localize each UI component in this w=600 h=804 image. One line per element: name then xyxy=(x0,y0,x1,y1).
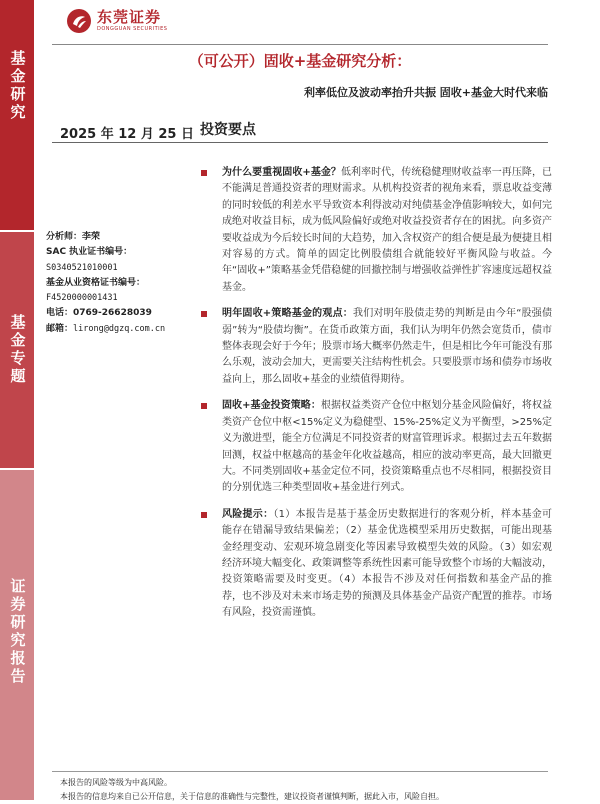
key-point xyxy=(200,306,552,388)
key-point-text: 低利率时代，传统稳健理财收益率一再压降，已不能满足普通投资者的理财需求。从机构投资者的视角来看，票息收益变薄的同时较低的利差水平导致资本利得波动对纯债基金净值影响较大，如何完成绝对收益目标，成为低风险偏好或绝对收益投资者存在的困扰。向多资产要收益成为今后较长时间的大趋势，加入含权资产的组合便是最为便捷且相对容易的方式。简单的固定比例股债组合就能较好平衡风险与收益。今年“固收+”策略基金凭借稳健的回撤控制与增强收益弹性扩容速度远超权益基金。 xyxy=(222,167,552,293)
sidebar-segment-securities-report xyxy=(0,470,34,800)
logo-name-en: DONGGUAN SECURITIES xyxy=(97,26,168,32)
key-point-heading: 为什么要重视固收+基金？ xyxy=(222,167,341,178)
sac-label: SAC 执业证书编号： xyxy=(46,247,133,258)
key-point-text: 根据权益类资产仓位中枢划分基金风险偏好，将权益类资产仓位中枢<15%定义为稳健型、15%-25%定义为平衡型，>25%定义为激进型，能全方位满足不同投资者的财富管理诉求。根据过去五年数据回测，权益中枢越高的基金年化收益越高，相应的波动率更高，最大回撤更大。不同类别固收+基金定位不同，投资策略重点也不尽相同，根据投资目的分别优选三种类型固收+基金进行列式。 xyxy=(222,400,552,494)
key-point-text: （1）本报告是基于基金历史数据进行的客观分析，样本基金可能存在错漏导致结果偏差；（2）基金优选模型采用历史数据，可能出现基金经理变动、宏观环境急剧变化等因素导致模型失效的风险。（3）如宏观经济环境大幅变化、政策调整等系统性因素可能导致整个市场的大幅波动，投资策略需要及时变更。（4）本报告不涉及对任何指数和基金产品的推荐，也不涉及对未来市场走势的预测及具体基金产品资产配置的推荐。市场有风险，投资需谨慎。 xyxy=(222,508,552,619)
sidebar-label: 基金研究 xyxy=(8,50,27,122)
logo-name-cn: 东莞证券 xyxy=(97,8,162,26)
sac-number: S0340521010001 xyxy=(46,262,118,273)
bullet-square-icon xyxy=(201,512,207,518)
key-point xyxy=(200,165,552,296)
bullet-square-icon xyxy=(201,403,207,409)
email-label: 邮箱： xyxy=(46,323,74,334)
sidebar xyxy=(0,0,34,800)
key-point xyxy=(200,398,552,496)
company-logo xyxy=(66,6,167,36)
logo-icon xyxy=(66,8,92,34)
key-point-text: 我们对明年股债走势的判断是由今年“股强债弱”转为“股债均衡”。在货币政策方面，我们认为明年仍然会宽货币，债市整体表现会好于今年；股票市场大概率仍然走牛，但是相比今年可能没有那么乐观，波动会加大，更需要关注结构性机会。只要股票市场和债券市场收益向上，那么固收+基金的业绩值得期待。 xyxy=(222,308,552,385)
sidebar-segment-fund-topic xyxy=(0,232,34,468)
footer-line: 本报告的风险等级为中高风险。 xyxy=(60,778,172,787)
key-point-heading: 明年固收+策略基金的观点： xyxy=(222,308,353,320)
analyst-info xyxy=(46,230,196,337)
report-date: 2025 年 12 月 25 日 xyxy=(60,127,194,142)
sidebar-segment-fund-research xyxy=(0,0,34,230)
section-divider xyxy=(52,142,548,143)
bullet-square-icon xyxy=(201,170,207,176)
analyst-name: 分析师：李荣 xyxy=(46,232,101,242)
report-subtitle: 利率低位及波动率抬升共振 固收+基金大时代来临 xyxy=(303,86,548,99)
bullet-square-icon xyxy=(201,311,207,317)
fund-cert-number: F4520000001431 xyxy=(46,293,118,304)
section-title: 投资要点 xyxy=(200,122,256,138)
footer-divider xyxy=(52,771,548,772)
analyst-phone: 电话：0769-26628039 xyxy=(46,308,152,319)
analyst-email: lirong@dgzq.com.cn xyxy=(73,323,166,334)
header-divider xyxy=(52,44,548,45)
sidebar-label: 基金专题 xyxy=(8,314,27,386)
key-points xyxy=(200,165,552,632)
key-point xyxy=(200,507,552,622)
key-point-heading: 风险提示： xyxy=(222,508,274,520)
footer-line: 本报告的信息均来自已公开信息，关于信息的准确性与完整性，建议投资者谨慎判断，据此入市，风险自担。 xyxy=(60,792,444,801)
sidebar-label: 证券研究报告 xyxy=(8,578,27,686)
key-point-heading: 固收+基金投资策略： xyxy=(222,400,321,412)
report-title: （可公开）固收+基金研究分析： xyxy=(188,52,412,70)
fund-cert-label: 基金从业资格证书编号： xyxy=(46,277,146,288)
